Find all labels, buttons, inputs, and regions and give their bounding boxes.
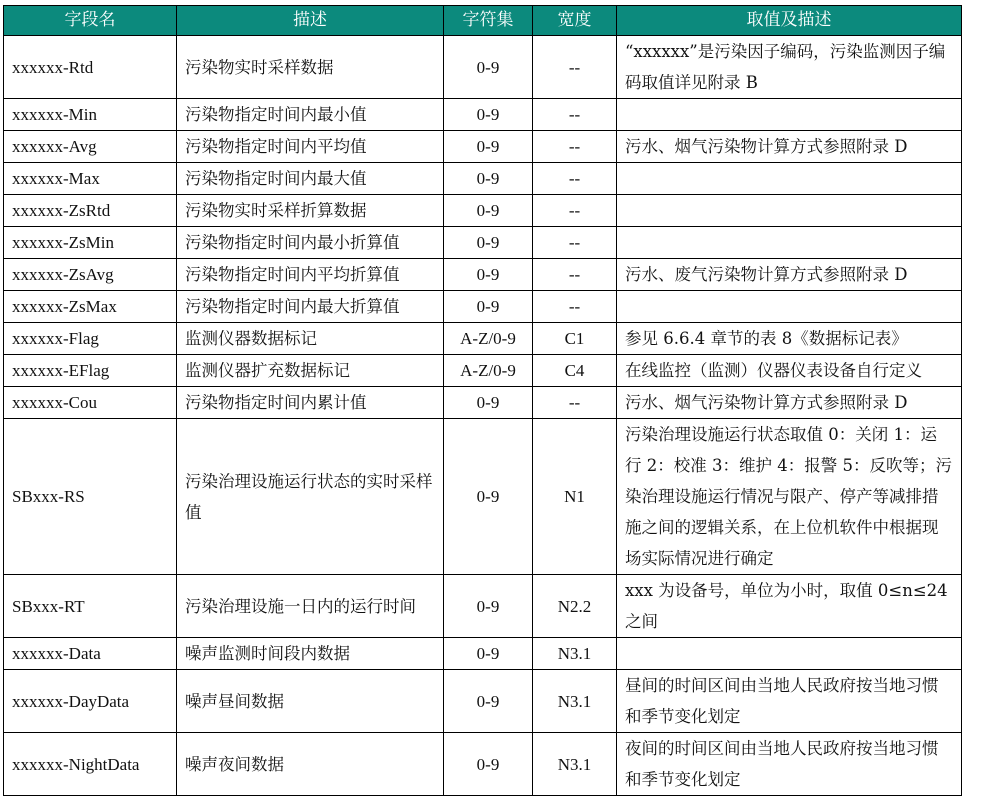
- table-row: [4, 387, 962, 419]
- table-row: [4, 323, 962, 355]
- table-row: [4, 733, 962, 796]
- cell-description: 监测仪器扩充数据标记: [177, 355, 444, 387]
- cell-value-description: 污水、烟气污染物计算方式参照附录 D: [617, 387, 962, 419]
- table-row: [4, 291, 962, 323]
- cell-charset: A-Z/0-9: [444, 323, 533, 355]
- cell-width: N2.2: [533, 575, 617, 638]
- cell-description: 污染物指定时间内最小值: [177, 99, 444, 131]
- cell-value-description: [617, 227, 962, 259]
- cell-width: --: [533, 387, 617, 419]
- table-row: [4, 227, 962, 259]
- cell-description: 噪声昼间数据: [177, 670, 444, 733]
- cell-field-name: xxxxxx-EFlag: [4, 355, 177, 387]
- cell-charset: 0-9: [444, 387, 533, 419]
- table-row: [4, 355, 962, 387]
- cell-description: 污染治理设施一日内的运行时间: [177, 575, 444, 638]
- cell-charset: 0-9: [444, 733, 533, 796]
- table-header-row: [4, 6, 962, 36]
- cell-field-name: xxxxxx-Rtd: [4, 36, 177, 99]
- cell-charset: 0-9: [444, 670, 533, 733]
- table-row: [4, 259, 962, 291]
- cell-value-description: 污水、烟气污染物计算方式参照附录 D: [617, 131, 962, 163]
- cell-width: --: [533, 163, 617, 195]
- table-row: [4, 670, 962, 733]
- cell-value-description: “xxxxxx”是污染因子编码，污染监测因子编码取值详见附录 B: [617, 36, 962, 99]
- cell-charset: 0-9: [444, 99, 533, 131]
- table-row: [4, 99, 962, 131]
- cell-width: --: [533, 291, 617, 323]
- document-page: [3, 5, 961, 796]
- cell-width: C4: [533, 355, 617, 387]
- cell-value-description: 夜间的时间区间由当地人民政府按当地习惯和季节变化划定: [617, 733, 962, 796]
- cell-width: --: [533, 36, 617, 99]
- cell-field-name: xxxxxx-ZsMin: [4, 227, 177, 259]
- cell-width: N1: [533, 419, 617, 575]
- cell-field-name: xxxxxx-DayData: [4, 670, 177, 733]
- cell-width: --: [533, 227, 617, 259]
- data-field-table: [3, 5, 962, 796]
- cell-charset: 0-9: [444, 419, 533, 575]
- cell-field-name: xxxxxx-NightData: [4, 733, 177, 796]
- cell-description: 污染物指定时间内最大值: [177, 163, 444, 195]
- header-charset: 字符集: [444, 6, 533, 36]
- cell-field-name: xxxxxx-ZsAvg: [4, 259, 177, 291]
- cell-description: 污染物指定时间内最小折算值: [177, 227, 444, 259]
- cell-value-description: [617, 163, 962, 195]
- cell-field-name: xxxxxx-Cou: [4, 387, 177, 419]
- cell-width: N3.1: [533, 733, 617, 796]
- table-row: [4, 638, 962, 670]
- cell-description: 污染物指定时间内最大折算值: [177, 291, 444, 323]
- cell-charset: A-Z/0-9: [444, 355, 533, 387]
- cell-field-name: xxxxxx-Flag: [4, 323, 177, 355]
- table-row: [4, 36, 962, 99]
- cell-field-name: xxxxxx-Data: [4, 638, 177, 670]
- cell-value-description: [617, 195, 962, 227]
- cell-description: 污染物指定时间内平均值: [177, 131, 444, 163]
- cell-description: 污染物指定时间内累计值: [177, 387, 444, 419]
- cell-description: 噪声夜间数据: [177, 733, 444, 796]
- cell-charset: 0-9: [444, 259, 533, 291]
- cell-charset: 0-9: [444, 131, 533, 163]
- cell-value-description: [617, 638, 962, 670]
- cell-charset: 0-9: [444, 36, 533, 99]
- cell-value-description: [617, 99, 962, 131]
- header-value-description: 取值及描述: [617, 6, 962, 36]
- cell-value-description: [617, 291, 962, 323]
- cell-description: 监测仪器数据标记: [177, 323, 444, 355]
- cell-width: C1: [533, 323, 617, 355]
- cell-field-name: xxxxxx-ZsMax: [4, 291, 177, 323]
- table-row: [4, 163, 962, 195]
- header-width: 宽度: [533, 6, 617, 36]
- cell-value-description: 污水、废气污染物计算方式参照附录 D: [617, 259, 962, 291]
- cell-field-name: xxxxxx-Avg: [4, 131, 177, 163]
- cell-value-description: 在线监控（监测）仪器仪表设备自行定义: [617, 355, 962, 387]
- header-field-name: 字段名: [4, 6, 177, 36]
- cell-field-name: SBxxx-RS: [4, 419, 177, 575]
- cell-charset: 0-9: [444, 227, 533, 259]
- table-row: [4, 131, 962, 163]
- cell-description: 噪声监测时间段内数据: [177, 638, 444, 670]
- table-row: [4, 419, 962, 575]
- cell-field-name: SBxxx-RT: [4, 575, 177, 638]
- table-body: [4, 36, 962, 796]
- cell-charset: 0-9: [444, 195, 533, 227]
- cell-value-description: 昼间的时间区间由当地人民政府按当地习惯和季节变化划定: [617, 670, 962, 733]
- cell-charset: 0-9: [444, 575, 533, 638]
- cell-description: 污染治理设施运行状态的实时采样值: [177, 419, 444, 575]
- table-row: [4, 195, 962, 227]
- cell-description: 污染物指定时间内平均折算值: [177, 259, 444, 291]
- cell-width: --: [533, 99, 617, 131]
- cell-description: 污染物实时采样数据: [177, 36, 444, 99]
- cell-field-name: xxxxxx-Max: [4, 163, 177, 195]
- cell-field-name: xxxxxx-Min: [4, 99, 177, 131]
- cell-width: --: [533, 195, 617, 227]
- header-description: 描述: [177, 6, 444, 36]
- table-row: [4, 575, 962, 638]
- cell-charset: 0-9: [444, 163, 533, 195]
- cell-width: N3.1: [533, 670, 617, 733]
- cell-field-name: xxxxxx-ZsRtd: [4, 195, 177, 227]
- cell-width: --: [533, 259, 617, 291]
- cell-value-description: 污染治理设施运行状态取值 0：关闭 1：运行 2：校准 3：维护 4：报警 5：反吹等；污染治理设施运行情况与限产、停产等减排措施之间的逻辑关系，在上位机软件中根据现场实际情况进行确定: [617, 419, 962, 575]
- cell-charset: 0-9: [444, 291, 533, 323]
- cell-width: N3.1: [533, 638, 617, 670]
- cell-value-description: xxx 为设备号，单位为小时，取值 0≤n≤24 之间: [617, 575, 962, 638]
- cell-width: --: [533, 131, 617, 163]
- cell-charset: 0-9: [444, 638, 533, 670]
- cell-description: 污染物实时采样折算数据: [177, 195, 444, 227]
- cell-value-description: 参见 6.6.4 章节的表 8《数据标记表》: [617, 323, 962, 355]
